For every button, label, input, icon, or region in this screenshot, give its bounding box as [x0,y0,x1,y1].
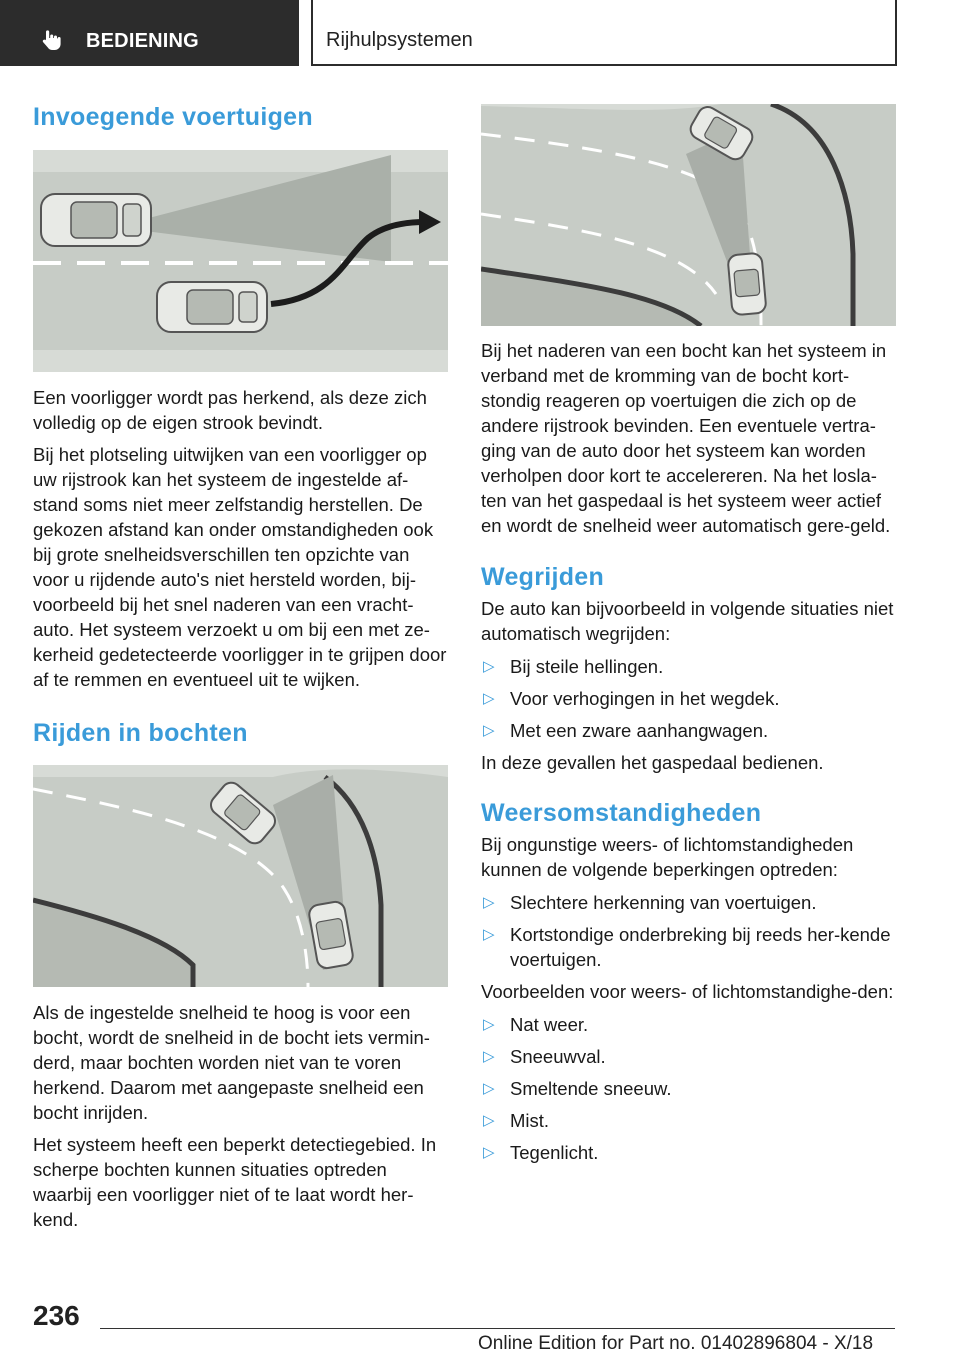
chapter-title: Rijhulpsystemen [326,29,473,51]
list-item: ▷ Mist. [483,1110,550,1131]
paragraph: Voorbeelden voor weers- of lichtomstandighe-den: [481,981,894,1002]
triangle-bullet-icon: ▷ [483,1080,495,1097]
paragraph: In deze gevallen het gaspedaal bedienen. [481,752,824,773]
triangle-bullet-icon: ▷ [483,1048,495,1065]
footer-edition: Online Edition for Part no. 01402896804 - X/18 [478,1333,874,1354]
triangle-bullet-icon: ▷ [483,1144,495,1161]
list-item: ▷ Smeltende sneeuw. [483,1078,672,1099]
paragraph: Bij ongunstige weers- of lichtomstandigheden kunnen de volgende beperkingen optreden: [481,834,854,880]
list-item: ▷ Kortstondige onderbreking bij reeds her-kende voertuigen. [483,924,891,970]
page-number: 236 [33,1300,80,1331]
list-item: ▷ Voor verhogingen in het wegdek. [483,688,780,709]
list-item: ▷ Met een zware aanhangwagen. [483,720,769,741]
figure-bend-left [33,765,448,987]
paragraph: Als de ingestelde snelheid te hoog is voor een bocht, wordt de snelheid in de bocht iets vermin-derd, maar bochten worden niet van te voren herkend. Daarom met aangepaste snelheid een bocht inrijden. [33,1002,430,1123]
heading-driving-off: Wegrijden [481,563,605,591]
paragraph: Bij het plotseling uitwijken van een voorligger op uw rijstrook kan het systeem de ingestelde af-stand soms niet meer zelfstandig herstellen. De gekozen afstand kan onder omstandigheden ook bij grote snelheidsverschillen ten opzichte van voor u rijdende auto's niet hersteld worden, bij-voorbeeld bij het snel naderen van een vracht-auto. Het systeem verzoekt u om bij een met ze-kerheid gedetecteerde voorligger in te grijpen door af te remmen en eventueel uit te wijken. [33,444,447,690]
list-item: ▷ Tegenlicht. [483,1142,599,1163]
triangle-bullet-icon: ▷ [483,894,495,911]
right-column [481,104,896,1165]
hand-pointer-icon [40,28,64,52]
paragraph: Een voorligger wordt pas herkend, als deze zich volledig op de eigen strook bevindt. [33,387,427,433]
paragraph: De auto kan bijvoorbeeld in volgende situaties niet automatisch wegrijden: [481,598,894,644]
list-weather-examples [481,1012,896,1165]
left-column [33,100,448,1232]
paragraph: Het systeem heeft een beperkt detectiegebied. In scherpe bochten kunnen situaties optreden waarbij een voorligger niet of te laat wordt her-kend. [33,1134,437,1230]
triangle-bullet-icon: ▷ [483,690,495,707]
chapter-header [311,0,897,66]
figure-merging-vehicle [33,150,448,372]
heading-driving-in-bends: Rijden in bochten [33,719,248,747]
list-weather-limitations [481,890,896,972]
list-item: ▷ Bij steile hellingen. [483,656,664,677]
paragraph: Bij het naderen van een bocht kan het systeem in verband met de kromming van de bocht kort-stondig reageren op voertuigen die zich op de andere rijstrook bevinden. Een eventuele vertra-ging van de auto door het systeem kan worden verholpen door kort te accelereren. Na het losla-ten van het gaspedaal is het systeem weer actief en wordt de snelheid weer automatisch gere-geld. [481,340,891,536]
triangle-bullet-icon: ▷ [483,1016,495,1033]
triangle-bullet-icon: ▷ [483,926,495,943]
triangle-bullet-icon: ▷ [483,658,495,675]
list-item: ▷ Sneeuwval. [483,1046,606,1067]
list-item: ▷ Nat weer. [483,1014,589,1035]
heading-weather-conditions: Weersomstandigheden [481,799,762,827]
footer-divider [100,1328,895,1329]
triangle-bullet-icon: ▷ [483,722,495,739]
list-item: ▷ Slechtere herkenning van voertuigen. [483,892,817,913]
heading-merging-vehicles: Invoegende voertuigen [33,103,313,131]
list-driving-off [481,654,896,743]
section-tab[interactable] [0,0,299,66]
section-label: BEDIENING [86,30,199,52]
triangle-bullet-icon: ▷ [483,1112,495,1129]
figure-bend-right [481,104,896,326]
